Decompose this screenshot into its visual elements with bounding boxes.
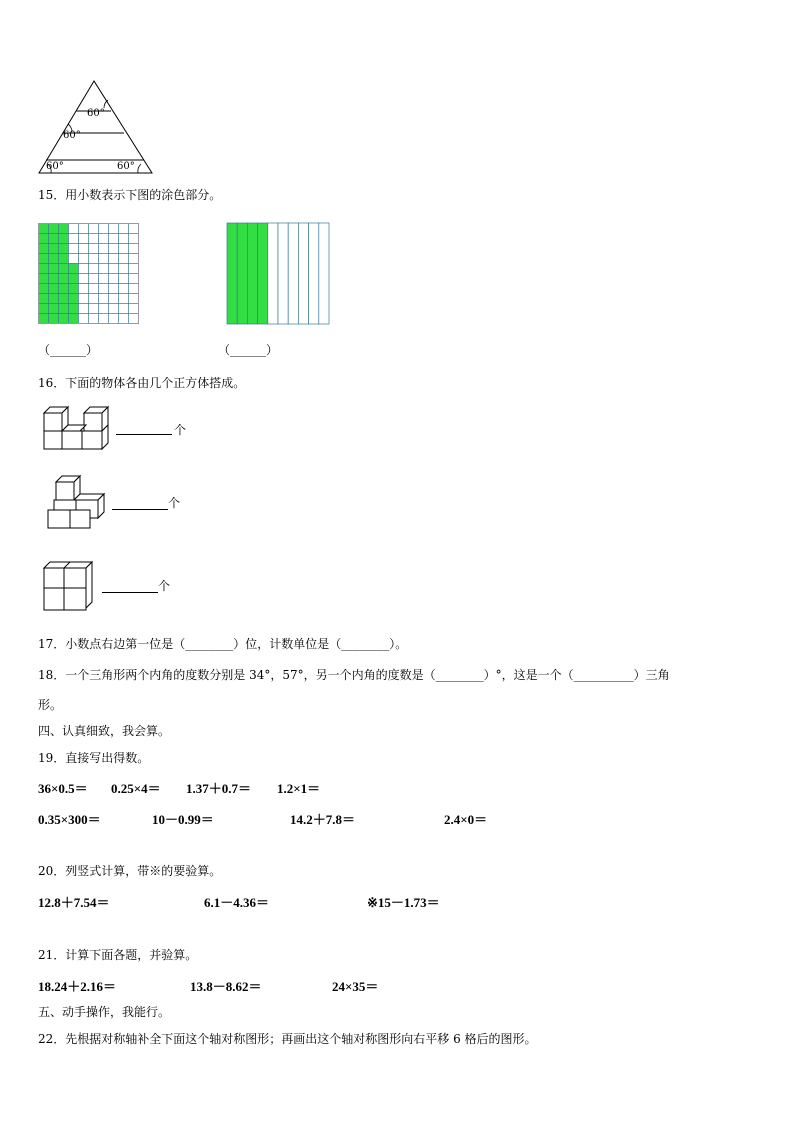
grid-cell bbox=[69, 224, 79, 234]
grid-cell bbox=[59, 314, 69, 324]
grid-cell bbox=[89, 254, 99, 264]
grid-cell bbox=[99, 294, 109, 304]
grid-cell bbox=[59, 284, 69, 294]
grid-cell bbox=[69, 304, 79, 314]
grid-cell bbox=[79, 264, 89, 274]
grid-cell bbox=[39, 304, 49, 314]
grid-cell bbox=[129, 314, 139, 324]
grid-cell bbox=[109, 294, 119, 304]
section-4-heading: 四、认真细致，我会算。 bbox=[38, 724, 171, 738]
strip-column bbox=[227, 223, 237, 324]
grid-cell bbox=[79, 294, 89, 304]
strip-column bbox=[237, 223, 247, 324]
calc-item: 10－0.99＝ bbox=[152, 812, 214, 827]
calc-item: 12.8＋7.54＝ bbox=[38, 895, 110, 910]
grid-cell bbox=[109, 264, 119, 274]
question-17-text: 17．小数点右边第一位是（________）位，计数单位是（________）。 bbox=[38, 637, 408, 651]
grid-cell bbox=[69, 234, 79, 244]
grid-cell bbox=[119, 304, 129, 314]
grid-cell bbox=[59, 234, 69, 244]
grid-cell bbox=[129, 304, 139, 314]
grid-cell bbox=[109, 234, 119, 244]
question-19-text: 19．直接写出得数。 bbox=[38, 751, 150, 765]
grid-cell bbox=[69, 244, 79, 254]
grid-cell bbox=[129, 274, 139, 284]
grid-cell bbox=[119, 224, 129, 234]
strip-column bbox=[268, 223, 278, 324]
grid-cell bbox=[59, 304, 69, 314]
grid-cell bbox=[99, 274, 109, 284]
unit-label: 个 bbox=[174, 423, 187, 437]
grid-cell bbox=[39, 234, 49, 244]
grid-cell bbox=[89, 224, 99, 234]
grid-cell bbox=[59, 294, 69, 304]
calc-item: 2.4×0＝ bbox=[444, 812, 488, 827]
strip-column bbox=[298, 223, 308, 324]
question-15-text: 15．用小数表示下图的涂色部分。 bbox=[38, 188, 222, 202]
grid-cell bbox=[59, 274, 69, 284]
grid-cell bbox=[69, 314, 79, 324]
angle-label: 60° bbox=[87, 108, 105, 119]
section-5-heading: 五、动手操作，我能行。 bbox=[38, 1005, 171, 1019]
grid-cell bbox=[39, 284, 49, 294]
unit-label: 个 bbox=[168, 496, 181, 510]
calc-item: 36×0.5＝ bbox=[38, 781, 88, 796]
grid-cell bbox=[69, 294, 79, 304]
grid-cell bbox=[99, 304, 109, 314]
grid-cell bbox=[79, 234, 89, 244]
grid-cell bbox=[129, 264, 139, 274]
grid-cell bbox=[119, 314, 129, 324]
grid-cell bbox=[99, 284, 109, 294]
question-18-text: 18．一个三角形两个内角的度数分别是 34°，57°，另一个内角的度数是（________）°，这是一个（__________）三角 bbox=[38, 668, 670, 682]
strip-column bbox=[309, 223, 319, 324]
grid-cell bbox=[89, 314, 99, 324]
calc-item: 13.8－8.62＝ bbox=[190, 979, 262, 994]
question-21-text: 21．计算下面各题，并验算。 bbox=[38, 948, 198, 962]
answer-line[interactable] bbox=[112, 509, 168, 510]
calc-item: ※15－1.73＝ bbox=[367, 895, 440, 910]
grid-cell bbox=[59, 244, 69, 254]
grid-cell bbox=[39, 264, 49, 274]
grid-cell bbox=[79, 284, 89, 294]
grid-cell bbox=[69, 284, 79, 294]
grid-cell bbox=[49, 244, 59, 254]
grid-cell bbox=[109, 224, 119, 234]
cube-stack-figure-3 bbox=[42, 560, 98, 620]
grid-cell bbox=[109, 274, 119, 284]
grid-cell bbox=[39, 314, 49, 324]
grid-cell bbox=[119, 244, 129, 254]
grid-cell bbox=[69, 254, 79, 264]
grid-cell bbox=[69, 274, 79, 284]
grid-cell bbox=[89, 234, 99, 244]
grid-cell bbox=[49, 264, 59, 274]
grid-cell bbox=[109, 304, 119, 314]
grid-cell bbox=[59, 264, 69, 274]
grid-cell bbox=[89, 244, 99, 254]
strip-column bbox=[258, 223, 268, 324]
grid-cell bbox=[89, 294, 99, 304]
grid-cell bbox=[49, 314, 59, 324]
grid-cell bbox=[129, 224, 139, 234]
grid-cell bbox=[49, 224, 59, 234]
unit-label: 个 bbox=[158, 579, 171, 593]
grid-cell bbox=[49, 234, 59, 244]
grid-cell bbox=[109, 254, 119, 264]
grid-cell bbox=[89, 264, 99, 274]
grid-cell bbox=[129, 244, 139, 254]
grid-cell bbox=[69, 264, 79, 274]
grid-cell bbox=[129, 294, 139, 304]
calc-item: 24×35＝ bbox=[332, 979, 379, 994]
grid-cell bbox=[119, 284, 129, 294]
grid-cell bbox=[119, 234, 129, 244]
question-22-text: 22．先根据对称轴补全下面这个轴对称图形；再画出这个轴对称图形向右平移 6 格后的图形。 bbox=[38, 1032, 537, 1046]
question-16-text: 16．下面的物体各由几个正方体搭成。 bbox=[38, 376, 246, 390]
angle-label: 60° bbox=[63, 130, 81, 141]
grid-cell bbox=[39, 224, 49, 234]
strip-column bbox=[319, 223, 329, 324]
grid-cell bbox=[49, 274, 59, 284]
angle-label: 60° bbox=[117, 161, 135, 172]
grid-cell bbox=[99, 314, 109, 324]
grid-cell bbox=[109, 314, 119, 324]
answer-line[interactable] bbox=[116, 434, 172, 435]
grid-cell bbox=[59, 254, 69, 264]
calc-item: 1.2×1＝ bbox=[277, 781, 321, 796]
grid-cell bbox=[119, 274, 129, 284]
grid-cell bbox=[99, 254, 109, 264]
strip-column bbox=[278, 223, 288, 324]
grid-cell bbox=[119, 294, 129, 304]
question-18-text-cont: 形。 bbox=[38, 698, 63, 712]
grid-cell bbox=[39, 274, 49, 284]
grid-cell bbox=[129, 234, 139, 244]
hundred-grid-figure bbox=[38, 223, 139, 328]
cube-stack-figure-1 bbox=[42, 405, 114, 459]
grid-cell bbox=[79, 274, 89, 284]
calc-item: 1.37＋0.7＝ bbox=[186, 781, 252, 796]
strip-column bbox=[288, 223, 298, 324]
grid-cell bbox=[109, 284, 119, 294]
grid-cell bbox=[79, 314, 89, 324]
grid-cell bbox=[99, 244, 109, 254]
grid-cell bbox=[79, 224, 89, 234]
calc-item: 6.1－4.36＝ bbox=[204, 895, 270, 910]
calc-item: 18.24＋2.16＝ bbox=[38, 979, 117, 994]
grid-cell bbox=[119, 254, 129, 264]
calc-item: 0.25×4＝ bbox=[111, 781, 161, 796]
grid-cell bbox=[119, 264, 129, 274]
grid-cell bbox=[99, 264, 109, 274]
grid-cell bbox=[109, 244, 119, 254]
grid-cell bbox=[89, 304, 99, 314]
answer-blank[interactable]: （______） bbox=[218, 343, 279, 357]
grid-cell bbox=[59, 224, 69, 234]
grid-cell bbox=[39, 244, 49, 254]
grid-cell bbox=[129, 284, 139, 294]
grid-cell bbox=[99, 234, 109, 244]
strip-column bbox=[247, 223, 257, 324]
answer-blank[interactable]: （______） bbox=[38, 343, 99, 357]
grid-cell bbox=[129, 254, 139, 264]
grid-cell bbox=[39, 294, 49, 304]
grid-cell bbox=[79, 254, 89, 264]
grid-cell bbox=[39, 254, 49, 264]
grid-cell bbox=[49, 294, 59, 304]
angle-label: 60° bbox=[46, 161, 64, 172]
tenths-strip-figure bbox=[226, 222, 330, 329]
grid-cell bbox=[99, 224, 109, 234]
grid-cell bbox=[89, 274, 99, 284]
grid-cell bbox=[79, 244, 89, 254]
answer-line[interactable] bbox=[102, 592, 158, 593]
calc-item: 0.35×300＝ bbox=[38, 812, 101, 827]
grid-cell bbox=[49, 284, 59, 294]
grid-cell bbox=[89, 284, 99, 294]
cube-stack-figure-2 bbox=[46, 474, 110, 536]
question-20-text: 20．列竖式计算，带※的要验算。 bbox=[38, 864, 222, 878]
grid-cell bbox=[49, 304, 59, 314]
calc-item: 14.2＋7.8＝ bbox=[290, 812, 356, 827]
grid-cell bbox=[79, 304, 89, 314]
grid-cell bbox=[49, 254, 59, 264]
